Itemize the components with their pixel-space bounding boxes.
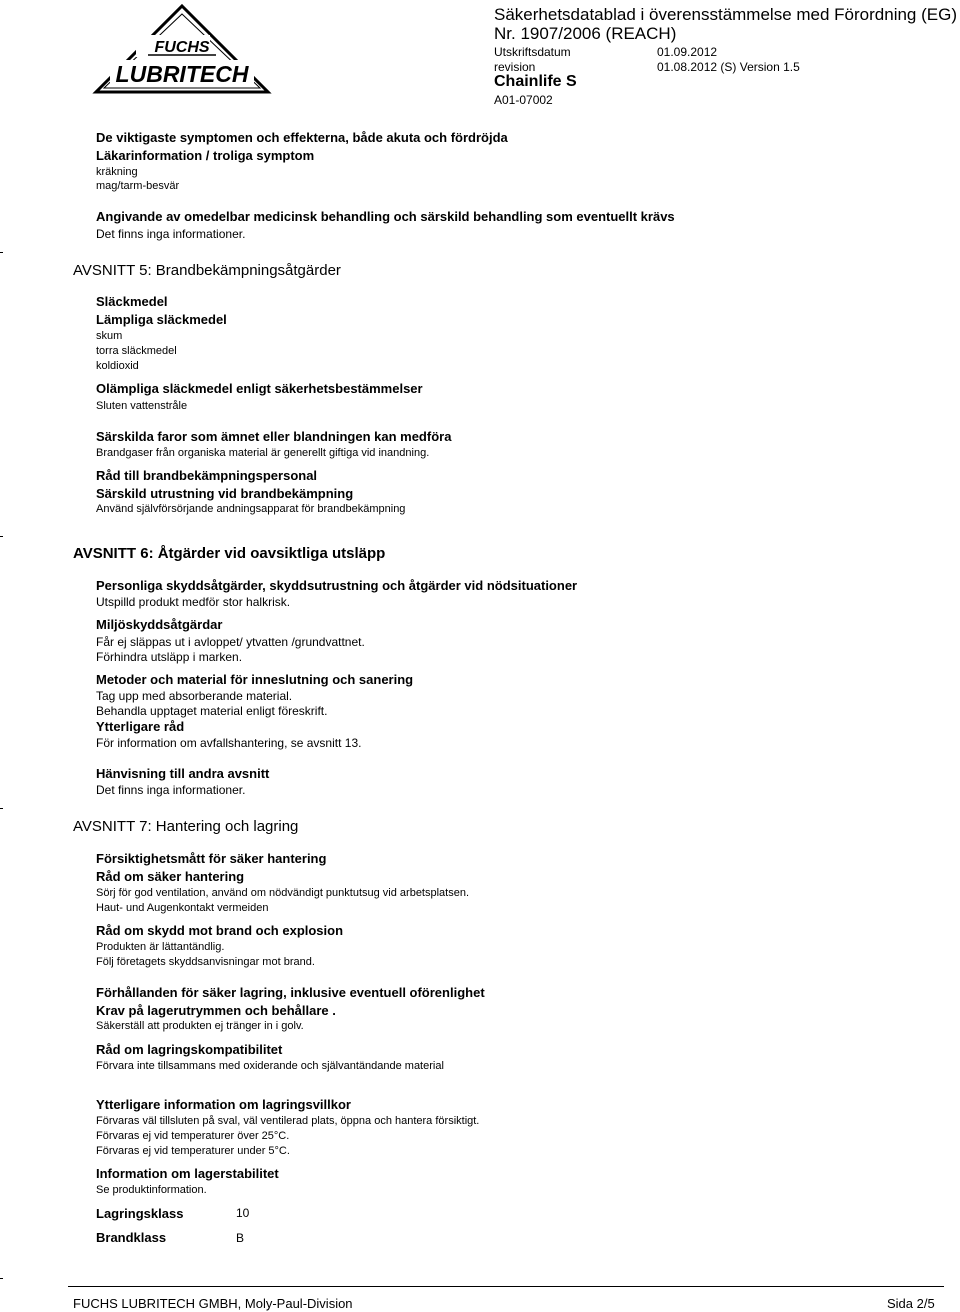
revision-value: 01.08.2012 (S) Version 1.5 [657,60,800,74]
symptom-item: kräkning [96,166,138,178]
section6-subheading: Personliga skyddsåtgärder, skyddsutrustning och åtgärder vid nödsituationer [96,578,578,593]
footer-page-number: Sida 2/5 [887,1296,935,1311]
print-date-value: 01.09.2012 [657,45,718,59]
section6-text: Förhindra utsläpp i marken. [96,650,243,664]
symptoms-heading: De viktigaste symptomen och effekterna, både akuta och fördröjda [96,130,508,145]
footer-company: FUCHS LUBRITECH GMBH, Moly-Paul-Division [73,1296,353,1311]
section5-subheading: Släckmedel [96,294,168,309]
section7-text: Förvaras ej vid temperaturer över 25°C. [96,1130,290,1142]
section5-subheading: Särskilda faror som ämnet eller blandningen kan medföra [96,429,452,444]
physician-info-heading: Läkarinformation / troliga symptom [96,148,315,163]
section6-text: Det finns inga informationer. [96,783,246,797]
extinguishing-media-item: torra släckmedel [96,345,177,357]
footer-divider [68,1286,944,1287]
section7-text: Förvara inte tillsammans med oxiderande och självantändande material [96,1060,444,1072]
revision-label: revision [494,60,536,74]
section7-subheading: Råd om lagringskompatibilitet [96,1042,283,1057]
section5-text: Använd självförsörjande andningsapparat för brandbekämpning [96,503,406,515]
margin-tick [0,536,3,537]
section5-subheading: Olämpliga släckmedel enligt säkerhetsbestämmelser [96,381,423,396]
section7-subheading: Råd om säker hantering [96,869,245,884]
section7-text: Se produktinformation. [96,1184,207,1196]
logo-text-fuchs: FUCHS [154,39,210,56]
margin-tick [0,252,3,253]
section6-subheading: Metoder och material för inneslutning och sanering [96,672,414,687]
header-title-line1: Säkerhetsdatablad i överensstämmelse med Förordning (EG) [494,5,957,24]
storage-class-value: 10 [236,1206,250,1220]
section5-title: AVSNITT 5: Brandbekämpningsåtgärder [73,262,341,279]
section7-subheading: Förhållanden för säker lagring, inklusive eventuell oförenlighet [96,985,485,1000]
section5-text: Sluten vattenstråle [96,400,188,412]
section7-text: Haut- und Augenkontakt vermeiden [96,902,269,914]
print-date-label: Utskriftsdatum [494,45,571,59]
section7-text: Förvaras ej vid temperaturer under 5°C. [96,1145,290,1157]
fire-class-label: Brandklass [96,1230,167,1245]
section7-text: Produkten är lättantändlig. [96,941,225,953]
section6-text: Behandla upptaget material enligt föreskrift. [96,704,328,718]
header-title-line2: Nr. 1907/2006 (REACH) [494,24,677,43]
section7-text: Förvaras väl tillsluten på sval, väl ventilerad plats, öppna och hantera försiktigt. [96,1115,480,1127]
logo-text-lubritech: LUBRITECH [115,61,249,87]
fire-class-value: B [236,1231,245,1245]
symptom-item: mag/tarm-besvär [96,180,180,192]
section7-text: Följ företagets skyddsanvisningar mot brand. [96,956,315,968]
product-code: A01-07002 [494,93,553,107]
section7-subheading: Ytterligare information om lagringsvillkor [96,1097,351,1112]
section7-subheading: Information om lagerstabilitet [96,1166,279,1181]
product-name: Chainlife S [494,73,577,90]
section5-text: Brandgaser från organiska material är generellt giftiga vid inandning. [96,447,430,459]
section6-text: Utspilld produkt medför stor halkrisk. [96,595,291,609]
section7-subheading: Råd om skydd mot brand och explosion [96,923,344,938]
treatment-heading: Angivande av omedelbar medicinsk behandling och särskild behandling som eventuellt krävs [96,209,675,224]
section7-subheading: Krav på lagerutrymmen och behållare . [96,1003,336,1018]
section6-title: AVSNITT 6: Åtgärder vid oavsiktliga utsläpp [73,545,386,562]
section6-subheading: Ytterligare råd [96,719,185,734]
section7-subheading: Försiktighetsmått för säker hantering [96,851,327,866]
margin-tick [0,1278,3,1279]
section6-subheading: Miljöskyddsåtgärdar [96,617,223,632]
section6-text: Tag upp med absorberande material. [96,689,293,703]
extinguishing-media-item: koldioxid [96,360,139,372]
storage-class-label: Lagringsklass [96,1206,184,1221]
section6-text: För information om avfallshantering, se avsnitt 13. [96,736,362,750]
section6-subheading: Hänvisning till andra avsnitt [96,766,270,781]
section6-text: Får ej släppas ut i avloppet/ ytvatten /grundvattnet. [96,635,365,649]
company-logo [92,4,272,96]
section7-title: AVSNITT 7: Hantering och lagring [73,818,299,835]
section5-subheading: Lämpliga släckmedel [96,312,227,327]
section7-text: Säkerställ att produkten ej tränger in i golv. [96,1020,304,1032]
margin-tick [0,808,3,809]
treatment-text: Det finns inga informationer. [96,227,246,241]
section7-text: Sörj för god ventilation, använd om nödvändigt punktutsug vid arbetsplatsen. [96,887,470,899]
extinguishing-media-item: skum [96,330,123,342]
section5-subheading: Särskild utrustning vid brandbekämpning [96,486,354,501]
section5-subheading: Råd till brandbekämpningspersonal [96,468,318,483]
